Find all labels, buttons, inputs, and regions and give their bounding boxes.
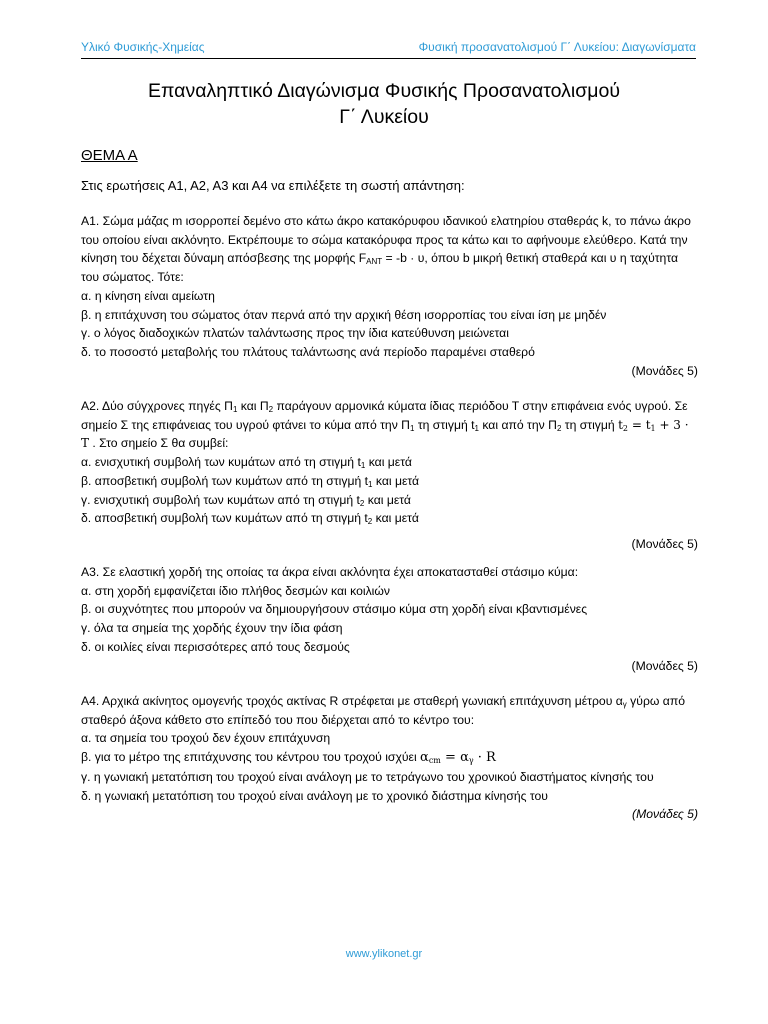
points-label: (Μονάδες 5) (631, 363, 698, 378)
option: γ. ο λόγος διαδοχικών πλατών ταλάντωσης προς την ίδια κατεύθυνση μειώνεται (81, 326, 509, 341)
option: α. ενισχυτική συμβολή των κυμάτων από τη στιγμή $t_1$ και μετά (81, 455, 412, 471)
title-line-1: Επαναληπτικό Διαγώνισμα Φυσικής Προσανατολισμού (147, 80, 621, 102)
question-a3 (81, 563, 698, 675)
option: β. για το μέτρο της επιτάχυνσης του κέντρου του τροχού ισχύει $\alpha_{cm} = \alpha_\gamma \cdot R$ (81, 750, 496, 766)
formula-acm: $\alpha_{cm} = \alpha_\gamma \cdot R$ (420, 750, 496, 766)
question-a2-stem: Α2. Δύο σύγχρονες πηγές $\Pi_1$ και $\Pi_2$ παράγουν αρμονικά κύματα ίδιας περιόδου Τ στην επιφάνεια ενός υγρού. Σε σημείο Σ της επιφάνειας του υγρού φτάνει το κύμα από την $\Pi_1$ τη στιγμή $t_1$ και από την $\Pi_2$ τη στιγμή $t_2 = t_1 + 3 \cdot T$ . Στο σημείο Σ θα συμβεί: (81, 399, 689, 451)
option: α. η κίνηση είναι αμείωτη (81, 288, 215, 303)
question-a4 (81, 692, 698, 824)
formula-t2: $t_2 = t_1 + 3 \cdot T$ (81, 417, 689, 451)
question-a1-stem: Α1. Σώμα μάζας m ισορροπεί δεμένο στο κάτω άκρο κατακόρυφου ιδανικού ελατηρίου σταθεράς k, το πάνω άκρο του οποίου είναι ακλόνητο. Εκτρέπουμε το σώμα κατακόρυφα προς τα κάτω και το αφήνουμε ελεύθερο. Κατά την κίνηση του δέχεται δύναμη απόσβεσης της μορφής $F_{ANT} = -b \cdot \upsilon$, όπου b μικρή θετική σταθερά και υ η ταχύτητα του σώματος. Τότε: (81, 214, 691, 285)
page-header (81, 38, 696, 59)
section-heading: ΘΕΜΑ Α (81, 147, 138, 164)
header-left: Υλικό Φυσικής-Χημείας (81, 40, 205, 54)
option: δ. η γωνιακή μετατόπιση του τροχού είναι ανάλογη με το χρονικό διάστημα κίνησής του (81, 788, 548, 803)
question-a1 (81, 212, 698, 380)
option: α. στη χορδή εμφανίζεται ίδιο πλήθος δεσμών και κοιλιών (81, 583, 390, 598)
points-label: (Μονάδες 5) (631, 658, 698, 673)
points-label: (Μονάδες 5) (632, 807, 698, 822)
points-label: (Μονάδες 5) (631, 536, 698, 551)
option: γ. όλα τα σημεία της χορδής έχουν την ίδια φάση (81, 621, 343, 636)
footer-link[interactable]: www.ylikonet.gr (345, 948, 423, 960)
question-a2 (81, 397, 698, 554)
option: γ. η γωνιακή μετατόπιση του τροχού είναι ανάλογη με το τετράγωνο του χρονικού διαστήματος κίνησής του (81, 769, 654, 784)
page-title (60, 78, 708, 130)
intro-text: Στις ερωτήσεις Α1, Α2, Α3 και Α4 να επιλέξετε τη σωστή απάντηση: (81, 178, 465, 193)
option: γ. ενισχυτική συμβολή των κυμάτων από τη στιγμή $t_2$ και μετά (81, 492, 411, 508)
title-line-2: Γ΄ Λυκείου (339, 106, 429, 128)
option: α. τα σημεία του τροχού δεν έχουν επιτάχυνση (81, 731, 331, 746)
option: β. οι συχνότητες που μπορούν να δημιουργήσουν στάσιμο κύμα στη χορδή είναι κβαντισμένες (81, 602, 588, 617)
option: δ. αποσβετική συμβολή των κυμάτων από τη στιγμή $t_2$ και μετά (81, 511, 419, 527)
question-a4-stem: Α4. Αρχικά ακίνητος ομογενής τροχός ακτίνας R στρέφεται με σταθερή γωνιακή επιτάχυνση μέτρου $\alpha_\gamma$ γύρω από σταθερό άξονα κάθετο στο επίπεδό του που διέρχεται από το κέντρο του: (81, 694, 686, 727)
header-right: Φυσική προσανατολισμού Γ΄ Λυκείου: Διαγωνίσματα (418, 40, 696, 54)
option: β. αποσβετική συμβολή των κυμάτων από τη στιγμή $t_1$ και μετά (81, 473, 420, 489)
option: δ. το ποσοστό μεταβολής του πλάτους ταλάντωσης ανά περίοδο παραμένει σταθερό (81, 344, 535, 359)
question-a3-stem: Α3. Σε ελαστική χορδή της οποίας τα άκρα είναι ακλόνητα έχει αποκατασταθεί στάσιμο κύμα: (81, 565, 579, 579)
option: β. η επιτάχυνση του σώματος όταν περνά από την αρχική θέση ισορροπίας του είναι ίση με μηδέν (81, 307, 607, 322)
option: δ. οι κοιλίες είναι περισσότερες από τους δεσμούς (81, 639, 350, 654)
